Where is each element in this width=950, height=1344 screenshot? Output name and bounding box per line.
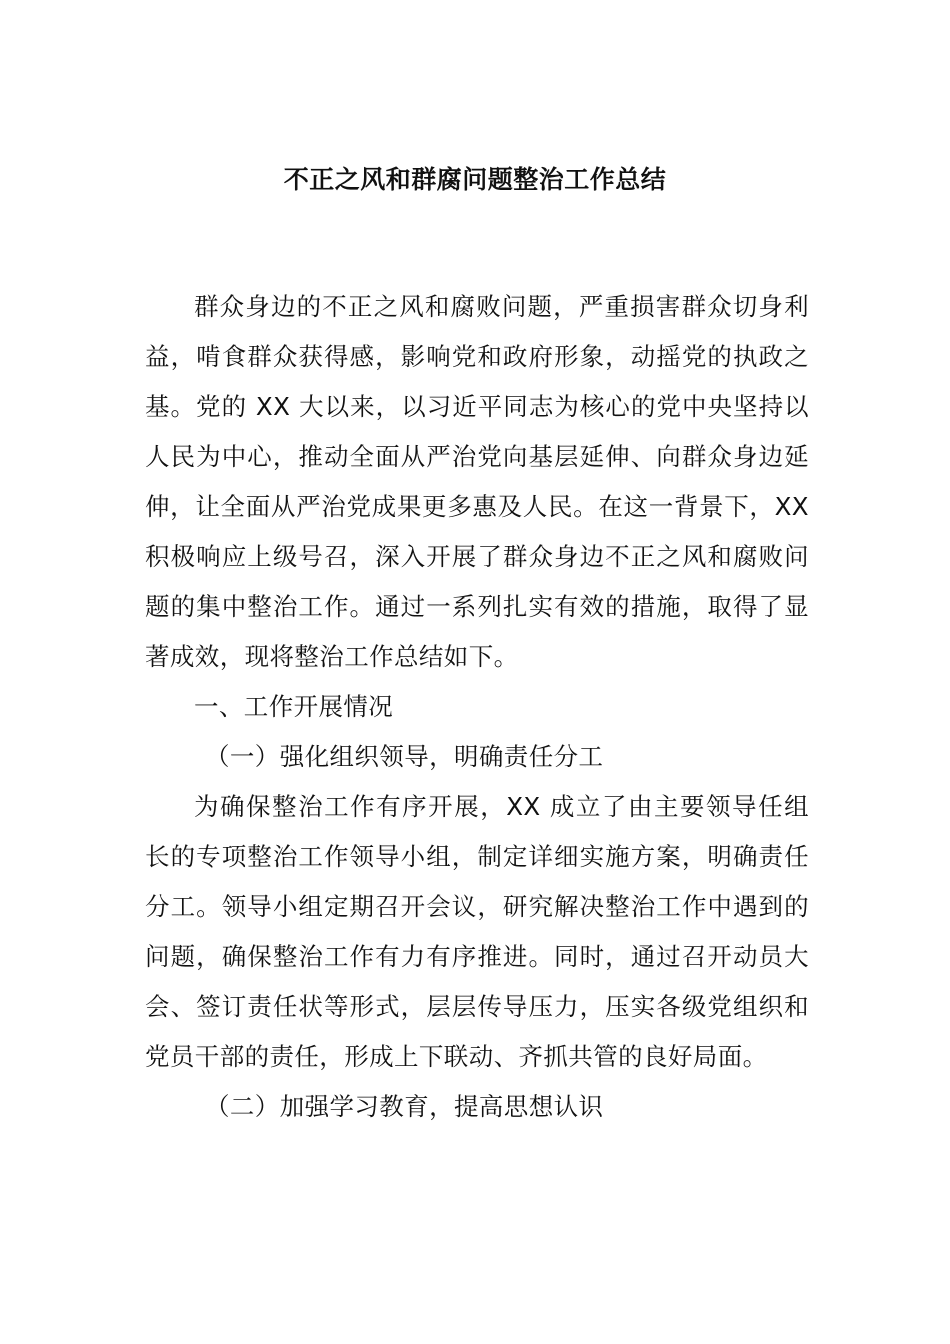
document-title: 不正之风和群腐问题整治工作总结	[283, 165, 667, 194]
subsection-1-paragraph: 为确保整治工作有序开展，XX 成立了由主要领导任组长的专项整治工作领导小组，制定详细实施方案，明确责任分工。领导小组定期召开会议，研究解决整治工作中遇到的问题，确保整治工作有力有序推进。同时，通过召开动员大会、签订责任状等形式，层层传导压力，压实各级党组织和党员干部的责任，形成上下联动、齐抓共管的良好局面。	[145, 792, 809, 1071]
intro-paragraph: 群众身边的不正之风和腐败问题，严重损害群众切身利益，啃食群众获得感，影响党和政府形象，动摇党的执政之基。党的 XX 大以来，以习近平同志为核心的党中央坚持以人民为中心，推动全面从严治党向基层延伸、向群众身边延伸，让全面从严治党成果更多惠及人民。在这一背景下，XX 积极响应上级号召，深入开展了群众身边不正之风和腐败问题的集中整治工作。通过一系列扎实有效的措施，取得了显著成效，现将整治工作总结如下。	[145, 292, 809, 671]
subsection-heading-1: （一）强化组织领导，明确责任分工	[205, 742, 604, 771]
document-body	[145, 282, 809, 1132]
section-heading-1: 一、工作开展情况	[194, 692, 394, 721]
subsection-heading-2: （二）加强学习教育，提高思想认识	[205, 1092, 604, 1121]
